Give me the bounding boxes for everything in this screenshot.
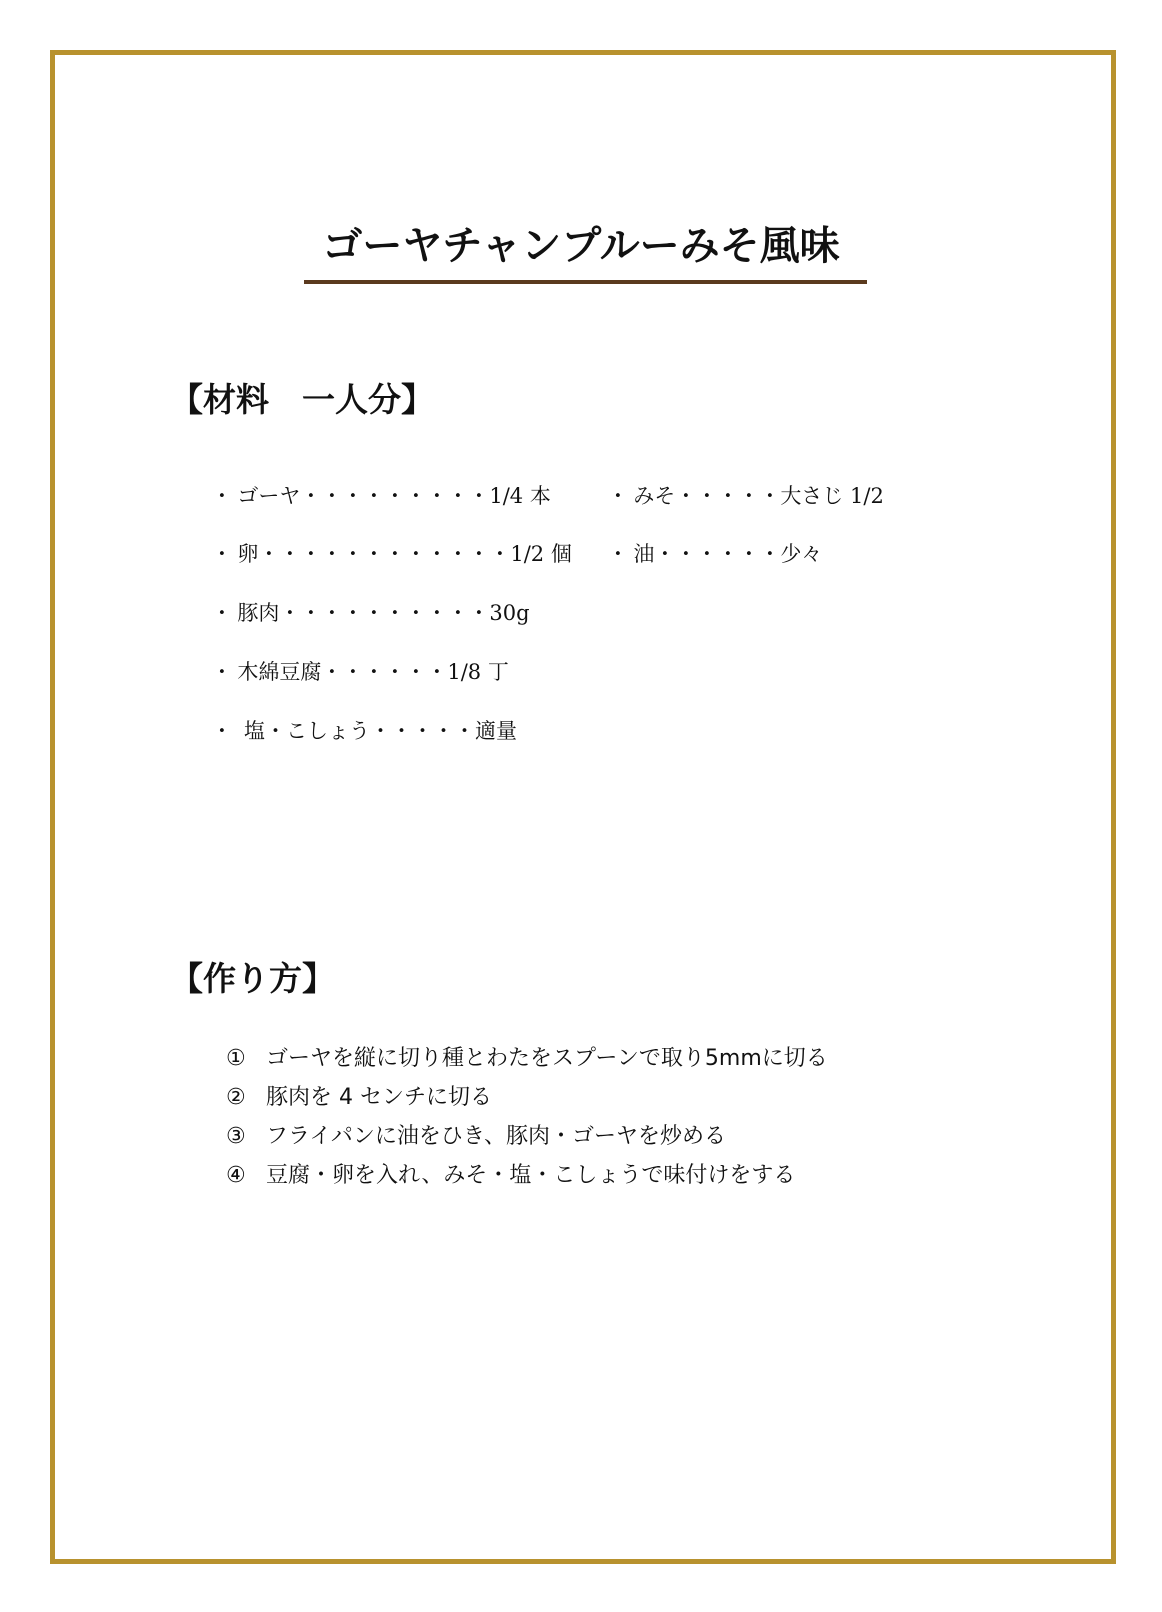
ingredient-item — [198, 568, 530, 628]
ingredient-name: 油・・・・・・少々 — [633, 542, 823, 566]
ingredient-item — [594, 509, 822, 569]
step-text: 豆腐・卵を入れ、みそ・塩・こしょうで味付けをする — [266, 1163, 796, 1188]
step-text: 豚肉を 4 センチに切る — [266, 1085, 492, 1110]
ingredient-unit: 丁 — [481, 660, 509, 684]
ingredient-item — [594, 451, 884, 511]
ingredients-heading: 【材料 一人分】 — [170, 380, 434, 419]
ingredient-name: ゴーヤ・・・・・・・・・ — [237, 484, 490, 508]
ingredient-item — [198, 451, 551, 511]
step-number: ④ — [226, 1163, 246, 1188]
bullet: ・ — [211, 484, 233, 508]
bullet: ・ — [211, 719, 233, 743]
ingredient-amount: 30g — [489, 601, 530, 625]
bullet: ・ — [607, 542, 629, 566]
ingredient-name: 豚肉・・・・・・・・・・ — [237, 601, 490, 625]
step-text: ゴーヤを縦に切り種とわたをスプーンで取り5mmに切る — [266, 1046, 828, 1071]
ingredient-amount: 1/2 — [850, 484, 884, 508]
step-number: ③ — [226, 1124, 246, 1149]
steps-heading: 【作り方】 — [170, 959, 335, 998]
bullet: ・ — [211, 660, 233, 684]
ingredient-item — [198, 509, 572, 569]
step-number: ① — [226, 1046, 246, 1071]
step-number: ② — [226, 1085, 246, 1110]
ingredient-name: 塩・こしょう・・・・・適量 — [237, 719, 518, 743]
ingredient-unit: 個 — [544, 542, 572, 566]
step-text: フライパンに油をひき、豚肉・ゴーヤを炒める — [266, 1124, 727, 1149]
ingredient-name: 卵・・・・・・・・・・・・ — [237, 542, 511, 566]
ingredient-name: みそ・・・・・大さじ — [633, 484, 851, 508]
ingredient-unit: 本 — [523, 484, 551, 508]
ingredient-item — [198, 686, 517, 746]
title-underline — [304, 280, 867, 284]
bullet: ・ — [211, 601, 233, 625]
page-border — [50, 50, 1116, 1564]
recipe-title: ゴーヤチャンプルーみそ風味 — [322, 223, 840, 269]
ingredient-amount: 1/8 — [447, 660, 482, 684]
bullet: ・ — [607, 484, 629, 508]
step-item — [212, 1128, 795, 1192]
ingredient-amount: 1/2 — [510, 542, 545, 566]
bullet: ・ — [211, 542, 233, 566]
ingredient-name: 木綿豆腐・・・・・・ — [237, 660, 448, 684]
ingredient-item — [198, 627, 509, 687]
ingredient-amount: 1/4 — [489, 484, 524, 508]
